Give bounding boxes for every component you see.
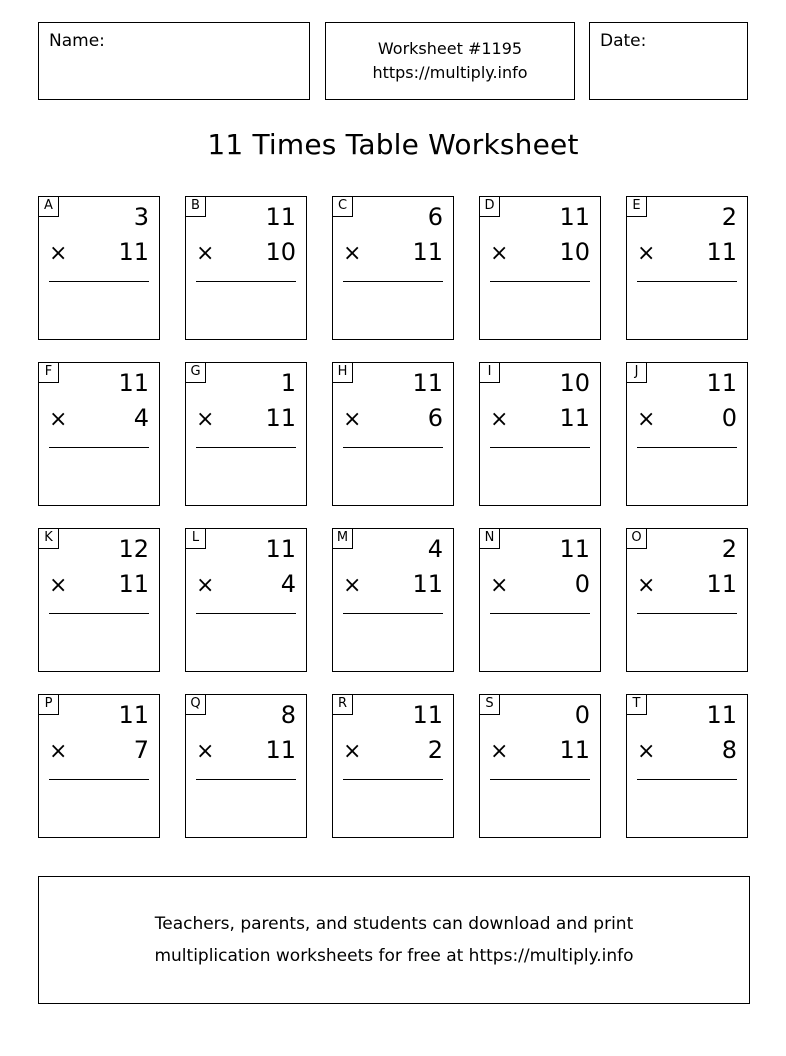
problem-label: F bbox=[39, 363, 59, 383]
problem-label: J bbox=[627, 363, 647, 383]
operand-row-top bbox=[49, 203, 149, 238]
operand-top: 8 bbox=[280, 701, 296, 729]
problem-label: L bbox=[186, 529, 206, 549]
operand-bottom: 7 bbox=[133, 736, 149, 764]
multiply-operator-icon: × bbox=[637, 573, 656, 598]
answer-rule bbox=[343, 447, 443, 448]
answer-rule bbox=[343, 613, 443, 614]
multiply-operator-icon: × bbox=[637, 739, 656, 764]
answer-rule bbox=[343, 779, 443, 780]
answer-rule bbox=[196, 447, 296, 448]
problem-operands bbox=[49, 203, 149, 273]
problem-label: K bbox=[39, 529, 59, 549]
answer-rule bbox=[637, 613, 737, 614]
problem-operands bbox=[343, 701, 443, 771]
worksheet-info-box bbox=[325, 22, 575, 100]
operand-row-bottom bbox=[196, 238, 296, 273]
operand-row-bottom bbox=[49, 570, 149, 605]
name-field-box[interactable] bbox=[38, 22, 310, 100]
operand-bottom: 11 bbox=[412, 570, 443, 598]
operand-bottom: 11 bbox=[412, 238, 443, 266]
problem-operands bbox=[49, 701, 149, 771]
answer-rule bbox=[49, 447, 149, 448]
problem-label: P bbox=[39, 695, 59, 715]
operand-bottom: 0 bbox=[574, 570, 590, 598]
operand-top: 11 bbox=[265, 203, 296, 231]
operand-row-bottom bbox=[49, 736, 149, 771]
operand-top: 11 bbox=[412, 701, 443, 729]
multiply-operator-icon: × bbox=[637, 407, 656, 432]
problem-operands bbox=[637, 701, 737, 771]
problem-label: G bbox=[186, 363, 206, 383]
header-row bbox=[38, 22, 748, 100]
problem-cell[interactable] bbox=[38, 196, 160, 340]
problem-operands bbox=[196, 203, 296, 273]
operand-top: 2 bbox=[721, 203, 737, 231]
answer-rule bbox=[196, 281, 296, 282]
problem-operands bbox=[49, 369, 149, 439]
operand-row-top bbox=[196, 369, 296, 404]
name-label: Name: bbox=[49, 31, 105, 51]
operand-row-bottom bbox=[490, 404, 590, 439]
problem-operands bbox=[637, 203, 737, 273]
operand-top: 11 bbox=[412, 369, 443, 397]
operand-bottom: 11 bbox=[265, 404, 296, 432]
problem-label: D bbox=[480, 197, 500, 217]
multiply-operator-icon: × bbox=[49, 241, 68, 266]
problem-cell[interactable] bbox=[185, 196, 307, 340]
operand-bottom: 11 bbox=[559, 736, 590, 764]
operand-row-top bbox=[49, 701, 149, 736]
problem-operands bbox=[490, 203, 590, 273]
operand-row-top bbox=[343, 701, 443, 736]
operand-row-top bbox=[196, 535, 296, 570]
multiply-operator-icon: × bbox=[490, 573, 509, 598]
operand-top: 11 bbox=[559, 535, 590, 563]
problem-cell[interactable] bbox=[626, 528, 748, 672]
footer-line-1: Teachers, parents, and students can download and print bbox=[154, 914, 634, 934]
operand-row-top bbox=[490, 535, 590, 570]
operand-bottom: 11 bbox=[265, 736, 296, 764]
operand-top: 2 bbox=[721, 535, 737, 563]
operand-row-top bbox=[343, 535, 443, 570]
operand-row-bottom bbox=[196, 736, 296, 771]
operand-row-top bbox=[196, 203, 296, 238]
operand-top: 11 bbox=[118, 369, 149, 397]
answer-rule bbox=[49, 779, 149, 780]
answer-rule bbox=[196, 613, 296, 614]
problem-cell[interactable] bbox=[38, 694, 160, 838]
operand-row-bottom bbox=[343, 404, 443, 439]
operand-row-bottom bbox=[49, 238, 149, 273]
answer-rule bbox=[49, 613, 149, 614]
operand-row-bottom bbox=[196, 570, 296, 605]
problem-label: A bbox=[39, 197, 59, 217]
operand-top: 0 bbox=[574, 701, 590, 729]
answer-rule bbox=[49, 281, 149, 282]
operand-row-bottom bbox=[196, 404, 296, 439]
operand-bottom: 11 bbox=[706, 570, 737, 598]
operand-row-top bbox=[637, 203, 737, 238]
problem-cell[interactable] bbox=[479, 694, 601, 838]
multiply-operator-icon: × bbox=[196, 739, 215, 764]
problem-cell[interactable] bbox=[479, 528, 601, 672]
operand-bottom: 6 bbox=[427, 404, 443, 432]
operand-top: 10 bbox=[559, 369, 590, 397]
problem-operands bbox=[490, 369, 590, 439]
problem-cell[interactable] bbox=[332, 362, 454, 506]
operand-top: 11 bbox=[559, 203, 590, 231]
operand-row-bottom bbox=[637, 736, 737, 771]
problem-grid bbox=[38, 196, 750, 838]
problem-operands bbox=[637, 535, 737, 605]
answer-rule bbox=[490, 779, 590, 780]
problem-label: T bbox=[627, 695, 647, 715]
operand-row-top bbox=[637, 369, 737, 404]
operand-top: 11 bbox=[265, 535, 296, 563]
problem-label: H bbox=[333, 363, 353, 383]
multiply-operator-icon: × bbox=[343, 241, 362, 266]
answer-rule bbox=[343, 281, 443, 282]
multiply-operator-icon: × bbox=[343, 739, 362, 764]
problem-label: M bbox=[333, 529, 353, 549]
problem-operands bbox=[343, 203, 443, 273]
page-title: 11 Times Table Worksheet bbox=[207, 128, 579, 161]
operand-row-bottom bbox=[637, 404, 737, 439]
operand-row-bottom bbox=[343, 570, 443, 605]
operand-row-top bbox=[637, 701, 737, 736]
problem-cell[interactable] bbox=[626, 362, 748, 506]
problem-label: O bbox=[627, 529, 647, 549]
operand-top: 6 bbox=[427, 203, 443, 231]
problem-label: B bbox=[186, 197, 206, 217]
date-label: Date: bbox=[600, 31, 647, 51]
multiply-operator-icon: × bbox=[49, 407, 68, 432]
operand-bottom: 0 bbox=[721, 404, 737, 432]
operand-bottom: 4 bbox=[133, 404, 149, 432]
problem-operands bbox=[490, 535, 590, 605]
operand-bottom: 11 bbox=[118, 238, 149, 266]
problem-label: R bbox=[333, 695, 353, 715]
multiply-operator-icon: × bbox=[49, 573, 68, 598]
multiply-operator-icon: × bbox=[637, 241, 656, 266]
problem-operands bbox=[637, 369, 737, 439]
operand-bottom: 11 bbox=[559, 404, 590, 432]
operand-row-bottom bbox=[343, 238, 443, 273]
problem-cell[interactable] bbox=[332, 196, 454, 340]
problem-label: E bbox=[627, 197, 647, 217]
multiply-operator-icon: × bbox=[49, 739, 68, 764]
problem-cell[interactable] bbox=[38, 528, 160, 672]
operand-row-top bbox=[490, 203, 590, 238]
date-field-box[interactable] bbox=[589, 22, 748, 100]
multiply-operator-icon: × bbox=[196, 573, 215, 598]
multiply-operator-icon: × bbox=[490, 407, 509, 432]
operand-top: 11 bbox=[706, 369, 737, 397]
operand-row-bottom bbox=[637, 570, 737, 605]
answer-rule bbox=[637, 779, 737, 780]
operand-row-top bbox=[490, 369, 590, 404]
operand-top: 11 bbox=[118, 701, 149, 729]
operand-bottom: 8 bbox=[721, 736, 737, 764]
problem-cell[interactable] bbox=[626, 196, 748, 340]
problem-operands bbox=[490, 701, 590, 771]
problem-cell[interactable] bbox=[38, 362, 160, 506]
problem-cell[interactable] bbox=[185, 694, 307, 838]
operand-bottom: 2 bbox=[427, 736, 443, 764]
multiply-operator-icon: × bbox=[343, 573, 362, 598]
operand-row-top bbox=[637, 535, 737, 570]
problem-cell[interactable] bbox=[479, 362, 601, 506]
operand-row-bottom bbox=[637, 238, 737, 273]
answer-rule bbox=[196, 779, 296, 780]
problem-label: C bbox=[333, 197, 353, 217]
operand-row-top bbox=[49, 369, 149, 404]
operand-row-top bbox=[490, 701, 590, 736]
problem-cell[interactable] bbox=[185, 362, 307, 506]
problem-operands bbox=[49, 535, 149, 605]
answer-rule bbox=[490, 613, 590, 614]
operand-row-bottom bbox=[490, 238, 590, 273]
operand-top: 11 bbox=[706, 701, 737, 729]
operand-bottom: 4 bbox=[280, 570, 296, 598]
answer-rule bbox=[637, 281, 737, 282]
operand-row-top bbox=[49, 535, 149, 570]
problem-label: Q bbox=[186, 695, 206, 715]
problem-cell[interactable] bbox=[332, 694, 454, 838]
operand-top: 4 bbox=[427, 535, 443, 563]
operand-bottom: 10 bbox=[559, 238, 590, 266]
multiply-operator-icon: × bbox=[196, 407, 215, 432]
problem-cell[interactable] bbox=[479, 196, 601, 340]
operand-row-bottom bbox=[490, 736, 590, 771]
multiply-operator-icon: × bbox=[196, 241, 215, 266]
multiply-operator-icon: × bbox=[490, 739, 509, 764]
answer-rule bbox=[490, 281, 590, 282]
operand-row-top bbox=[196, 701, 296, 736]
operand-top: 12 bbox=[118, 535, 149, 563]
problem-cell[interactable] bbox=[626, 694, 748, 838]
problem-label: N bbox=[480, 529, 500, 549]
problem-operands bbox=[196, 701, 296, 771]
operand-row-top bbox=[343, 203, 443, 238]
footer-line-2: multiplication worksheets for free at https://multiply.info bbox=[154, 946, 634, 966]
operand-bottom: 10 bbox=[265, 238, 296, 266]
operand-top: 3 bbox=[133, 203, 149, 231]
operand-bottom: 11 bbox=[118, 570, 149, 598]
problem-label: I bbox=[480, 363, 500, 383]
multiply-operator-icon: × bbox=[490, 241, 509, 266]
problem-label: S bbox=[480, 695, 500, 715]
problem-operands bbox=[343, 369, 443, 439]
operand-row-bottom bbox=[490, 570, 590, 605]
problem-operands bbox=[196, 369, 296, 439]
worksheet-number: Worksheet #1195 bbox=[377, 39, 523, 59]
multiply-operator-icon: × bbox=[343, 407, 362, 432]
operand-row-bottom bbox=[49, 404, 149, 439]
operand-row-top bbox=[343, 369, 443, 404]
problem-cell[interactable] bbox=[185, 528, 307, 672]
problem-operands bbox=[343, 535, 443, 605]
operand-top: 1 bbox=[280, 369, 296, 397]
answer-rule bbox=[490, 447, 590, 448]
footer-note bbox=[38, 876, 750, 1004]
problem-operands bbox=[196, 535, 296, 605]
operand-bottom: 11 bbox=[706, 238, 737, 266]
problem-cell[interactable] bbox=[332, 528, 454, 672]
worksheet-url: https://multiply.info bbox=[372, 63, 528, 82]
operand-row-bottom bbox=[343, 736, 443, 771]
answer-rule bbox=[637, 447, 737, 448]
